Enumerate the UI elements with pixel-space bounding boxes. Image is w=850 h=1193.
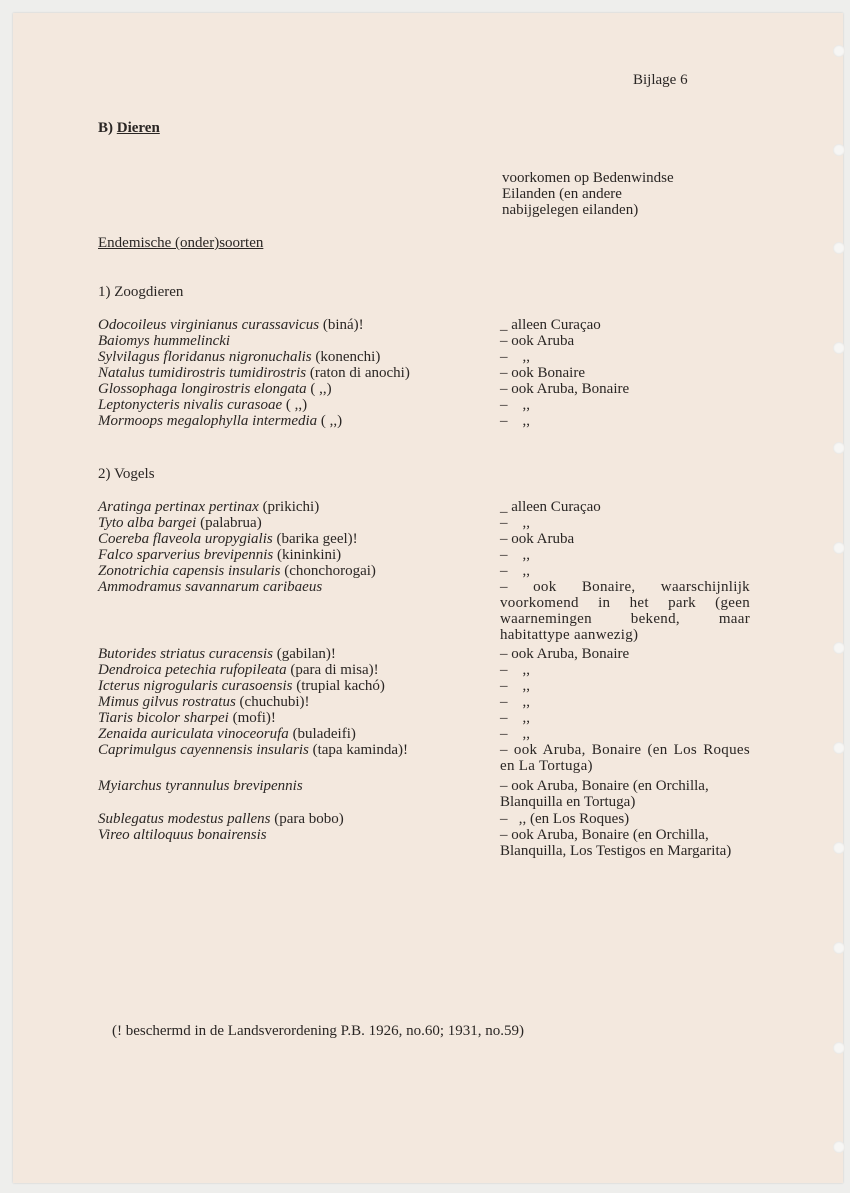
- punch-hole: [833, 542, 845, 554]
- occurrence: – ,,: [500, 547, 530, 563]
- occurrence: – ,,: [500, 563, 530, 579]
- species-row: Ammodramus savannarum caribaeus: [98, 579, 323, 595]
- occurrence: – ook Bonaire: [500, 365, 585, 381]
- occurrence: – ,,: [500, 349, 530, 365]
- species-row: Tiaris bicolor sharpei (mofi)!: [98, 710, 276, 726]
- subheading: Endemische (onder)soorten: [98, 235, 264, 251]
- occurrence: – ook Aruba, Bonaire (en Los Roques en La Tortuga): [500, 742, 750, 774]
- species-row: Zonotrichia capensis insularis (chonchorogai): [98, 563, 376, 579]
- species-row: Zenaida auriculata vinoceorufa (buladeifi): [98, 726, 356, 742]
- mammals-heading: 1) Zoogdieren: [98, 284, 184, 300]
- occurrence: – ,,: [500, 413, 530, 429]
- section-title: Dieren: [116, 120, 160, 136]
- column-header-line: voorkomen op Bedenwindse: [502, 170, 674, 186]
- species-row: Baiomys hummelincki: [98, 333, 231, 349]
- occurrence: – ,,: [500, 726, 530, 742]
- occurrence: _ alleen Curaçao: [500, 317, 601, 333]
- occurrence: – ,,: [500, 397, 530, 413]
- mammals-occurrence-list: [500, 317, 629, 429]
- occurrence: – ook Aruba, Bonaire: [500, 381, 630, 397]
- punch-hole: [833, 144, 845, 156]
- occurrence: – ,,: [500, 678, 530, 694]
- species-row: Sylvilagus floridanus nigronuchalis (konenchi): [98, 349, 381, 365]
- occurrence: – ook Aruba: [500, 531, 575, 547]
- occurrence: _ alleen Curaçao: [500, 499, 601, 515]
- mammals-species-list: [98, 317, 410, 429]
- species-row: Caprimulgus cayennensis insularis (tapa kaminda)!: [98, 742, 408, 758]
- species-row: Aratinga pertinax pertinax (prikichi): [98, 499, 320, 515]
- birds-heading: 2) Vogels: [98, 466, 155, 482]
- punch-hole: [833, 642, 845, 654]
- birds-occurrence-list-a: [500, 499, 750, 643]
- occurrence: – ,, (en Los Roques): [500, 811, 630, 827]
- species-row: Natalus tumidirostris tumidirostris (raton di anochi): [98, 365, 410, 381]
- birds-species-list-a: [98, 499, 376, 595]
- species-row: Glossophaga longirostris elongata ( ,,): [98, 381, 332, 397]
- punch-hole: [833, 342, 845, 354]
- occurrence: – ook Aruba, Bonaire (en Orchilla, Blanquilla en Tortuga): [500, 778, 709, 810]
- punch-hole: [833, 1042, 845, 1054]
- species-row: Odocoileus virginianus curassavicus (biná)!: [98, 317, 364, 333]
- column-header: [502, 170, 674, 218]
- occurrence: – ,,: [500, 694, 530, 710]
- punch-hole: [833, 742, 845, 754]
- species-row: Leptonycteris nivalis curasoae ( ,,): [98, 397, 308, 413]
- occurrence: – ,,: [500, 662, 530, 678]
- birds-occurrence-list-b: [500, 646, 750, 774]
- punch-hole: [833, 1141, 845, 1153]
- occurrence: – ,,: [500, 710, 530, 726]
- species-row: Mimus gilvus rostratus (chuchubi)!: [98, 694, 310, 710]
- species-row: Dendroica petechia rufopileata (para di misa)!: [98, 662, 379, 678]
- footnote: (! beschermd in de Landsverordening P.B. 1926, no.60; 1931, no.59): [112, 1023, 525, 1039]
- punch-hole: [833, 45, 845, 57]
- section-heading: [98, 120, 160, 136]
- section-label: B): [98, 120, 113, 136]
- occurrence: – ook Aruba, Bonaire: [500, 646, 630, 662]
- occurrence: – ,,: [500, 515, 530, 531]
- species-row: Mormoops megalophylla intermedia ( ,,): [98, 413, 343, 429]
- species-row: Sublegatus modestus pallens (para bobo): [98, 811, 344, 827]
- occurrence: – ook Bonaire, waarschijnlijk voorkomend in het park (geen waarnemingen bekend, maar habitattype aanwezig): [500, 579, 750, 643]
- species-row: Icterus nigrogularis curasoensis (trupial kachó): [98, 678, 385, 694]
- punch-hole: [833, 942, 845, 954]
- column-header-line: Eilanden (en andere: [502, 186, 622, 202]
- punch-hole: [833, 242, 845, 254]
- species-row: Vireo altiloquus bonairensis: [98, 827, 267, 843]
- appendix-label: Bijlage 6: [633, 72, 688, 88]
- species-row: Tyto alba bargei (palabrua): [98, 515, 262, 531]
- birds-species-list-b: [98, 646, 408, 758]
- species-row: Butorides striatus curacensis (gabilan)!: [98, 646, 336, 662]
- column-header-line: nabijgelegen eilanden): [502, 202, 639, 218]
- punch-hole: [833, 442, 845, 454]
- occurrence: – ook Aruba, Bonaire (en Orchilla, Blanquilla, Los Testigos en Margarita): [500, 827, 732, 859]
- species-row: Myiarchus tyrannulus brevipennis: [98, 778, 303, 794]
- occurrence: – ook Aruba: [500, 333, 575, 349]
- species-row: Falco sparverius brevipennis (kininkini): [98, 547, 342, 563]
- species-row: Coereba flaveola uropygialis (barika geel)!: [98, 531, 358, 547]
- punch-hole: [833, 842, 845, 854]
